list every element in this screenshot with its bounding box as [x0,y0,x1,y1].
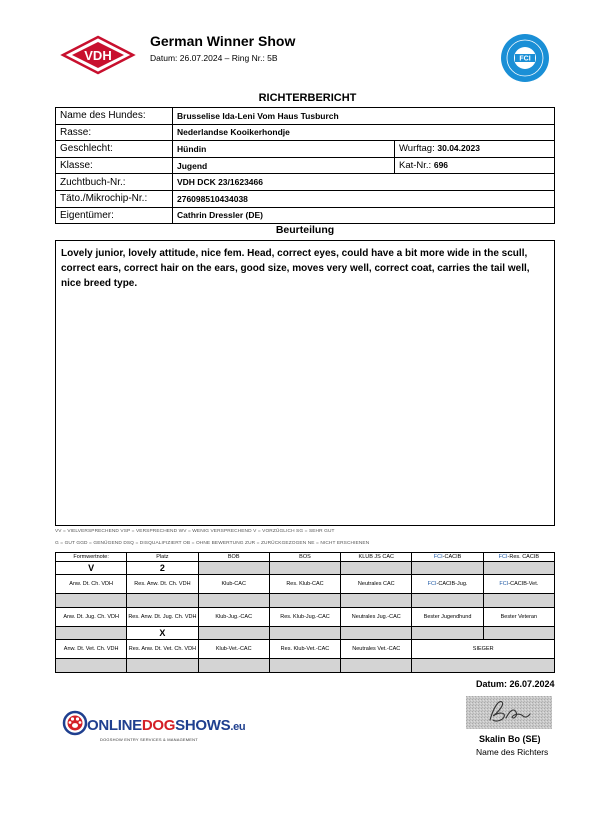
bester-jugendhund-cell: Bester Jugendhund [412,608,483,627]
empty-cell [269,659,340,673]
judge-name: Skalin Bo (SE) [479,734,541,744]
table-row [56,141,555,158]
fci-prefix: FCI [499,580,509,587]
empty-cell [269,594,340,608]
fci-logo-text: FCI [519,55,531,63]
table-row [56,608,555,627]
fci-cacib-vet-cell [483,575,554,594]
grades-table [55,552,555,673]
eigentuemer-label: Eigentümer: [56,207,173,224]
cacib-jug-suffix: -CACIB-Jug. [436,580,468,587]
res-klub-vet-cac-cell: Res. Klub-Vet.-CAC [269,640,340,659]
fci-logo [500,33,550,83]
klasse-label: Klasse: [56,157,173,174]
table-row [56,627,555,640]
report-title: RICHTERBERICHT [258,92,357,104]
chip-label: Täto./Mikrochip-Nr.: [56,190,173,207]
judge-signature [466,696,552,729]
geschlecht-label: Geschlecht: [56,141,173,158]
empty-cell [412,627,483,640]
anw-dt-ch-cell: Anw. Dt. Ch. VDH [56,575,127,594]
res-anw-dt-jug-ch-cell: Res. Anw. Dt. Jug. Ch. VDH [127,608,198,627]
anw-dt-vet-ch-cell: Anw. Dt. Vet. Ch. VDH [56,640,127,659]
empty-cell [483,594,554,608]
ods-logo-shows: SHOWS [175,717,231,734]
table-row [56,124,555,141]
zuchtbuch-label: Zuchtbuch-Nr.: [56,174,173,191]
bob-header: BOB [198,553,269,562]
empty-cell [198,627,269,640]
table-row [56,190,555,207]
fci-prefix: FCI [427,580,437,587]
dog-info-table [55,107,555,224]
svg-text:ONLINEDOGSHOWS.eu [87,717,245,734]
sieger-cell: SIEGER [412,640,555,659]
bos-header: BOS [269,553,340,562]
wurftag-value: 30.04.2023 [437,143,480,154]
klub-js-cac-header: KLUB JS CAC [341,553,412,562]
show-title: German Winner Show [150,33,296,49]
klub-cac-cell: Klub-CAC [198,575,269,594]
fci-cacib-jug-cell [412,575,483,594]
anw-dt-jug-ch-cell: Anw. Dt. Jug. Ch. VDH [56,608,127,627]
fci-res-cacib-header [483,553,554,562]
empty-cell [56,627,127,640]
fci-cacib-header [412,553,483,562]
table-row [56,108,555,125]
empty-cell [127,659,198,673]
fci-cacib-suffix: -CACIB [442,553,462,560]
empty-cell [198,659,269,673]
table-row [56,174,555,191]
platz-value: 2 [127,562,198,575]
empty-cell [56,659,127,673]
katnr-cell [395,157,555,174]
table-row [56,594,555,608]
zuchtbuch-value: VDH DCK 23/1623466 [173,174,555,191]
geschlecht-value: Hündin [173,141,395,158]
eigentuemer-value: Cathrin Dressler (DE) [173,207,555,224]
fci-prefix: FCI [498,553,508,560]
fci-res-cacib-cell [483,562,554,575]
klub-vet-cac-cell: Klub-Vet.-CAC [198,640,269,659]
neutrales-cac-cell: Neutrales CAC [341,575,412,594]
rasse-label: Rasse: [56,124,173,141]
fci-prefix: FCI [433,553,443,560]
formwertnote-header: Formwertnote: [56,553,127,562]
res-klub-cac-cell: Res. Klub-CAC [269,575,340,594]
vdh-logo-text: VDH [84,48,112,63]
res-klub-jug-cac-cell: Res. Klub-Jug.-CAC [269,608,340,627]
table-row [56,640,555,659]
legend-line-1: VV = VIELVERSPRECHEND VSP = VERSPRECHEND WV = WENIG VERSPRECHEND V = VORZÜGLICH SG = SEHR GUT [55,529,335,534]
empty-cell [412,594,483,608]
empty-cell [341,594,412,608]
bester-veteran-cell: Bester Veteran [483,608,554,627]
bob-cell [198,562,269,575]
chip-value: 276098510434038 [173,190,555,207]
ods-tagline: DOGSHOW ENTRY SERVICES & MANAGEMENT [100,737,198,742]
beurteilung-heading: Beurteilung [275,224,335,236]
ods-logo-eu: .eu [230,721,246,733]
table-row [56,659,555,673]
klub-js-cac-cell [341,562,412,575]
ods-logo-online: ONLINE [87,717,142,734]
empty-cell [56,594,127,608]
empty-cell [127,594,198,608]
res-anw-dt-ch-cell: Res. Anw. Dt. Ch. VDH [127,575,198,594]
klasse-value: Jugend [173,157,395,174]
beurteilung-text: Lovely junior, lovely attitude, nice fem. Head, correct eyes, could have a bit more wide in the scull, correct ears, correct hair on the ears, good size, moves very well, correct coat, carries the tail well, nice breed type. [55,240,555,526]
table-row [56,575,555,594]
cacib-vet-suffix: -CACIB-Vet. [508,580,539,587]
neutrales-jug-cac-cell: Neutrales Jug.-CAC [341,608,412,627]
platz-header: Platz [127,553,198,562]
katnr-value: 696 [433,160,449,171]
empty-cell [412,659,555,673]
legend-line-2: G = GUT GGD = GENÜGEND DSQ = DISQUALIFIZIERT OB = OHNE BEWERTUNG ZUR = ZURÜCKGEZOGEN NE = NICHT ERSCHIENEN [55,541,370,546]
bos-cell [269,562,340,575]
name-label: Name des Hundes: [56,108,173,125]
table-row [56,157,555,174]
show-subtitle: Datum: 26.07.2024 – Ring Nr.: 5B [150,53,278,63]
empty-cell [269,627,340,640]
empty-cell [341,627,412,640]
vdh-logo [62,36,134,74]
rasse-value: Nederlandse Kooikerhondje [173,124,555,141]
table-row [56,562,555,575]
wurftag-label: Wurftag: [399,143,435,155]
report-date: Datum: 26.07.2024 [476,679,555,689]
wurftag-cell [395,141,555,158]
formwert-value: V [56,562,127,575]
judge-label: Name des Richters [476,747,549,757]
fci-res-suffix: -Res. CACIB [507,553,540,560]
klub-jug-cac-cell: Klub-Jug.-CAC [198,608,269,627]
ods-logo-dog: DOG [141,717,176,734]
jug-ch-mark: X [127,627,198,640]
empty-cell [341,659,412,673]
res-anw-dt-vet-ch-cell: Res. Anw. Dt. Vet. Ch. VDH [127,640,198,659]
neutrales-vet-cac-cell: Neutrales Vet.-CAC [341,640,412,659]
katnr-label: Kat-Nr.: [399,160,432,172]
name-value: Brusselise Ida-Leni Vom Haus Tusburch [173,108,555,125]
table-row [56,553,555,562]
fci-cacib-cell [412,562,483,575]
empty-cell [198,594,269,608]
empty-cell [483,627,554,640]
table-row [56,207,555,224]
